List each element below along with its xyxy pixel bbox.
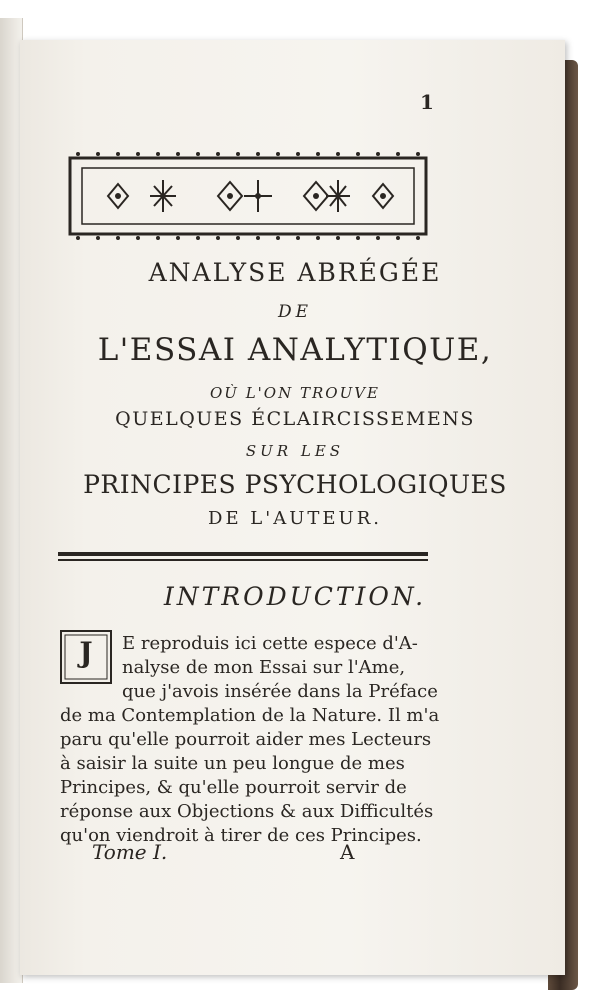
drop-cap: J bbox=[79, 636, 93, 669]
body-line: nalyse de mon Essai sur l'Ame, bbox=[122, 657, 406, 678]
body-line: paru qu'elle pourroit aider mes Lecteurs bbox=[60, 729, 432, 750]
title-line-7: PRINCIPES PSYCHOLOGIQUES bbox=[83, 470, 507, 499]
body-line: à saisir la suite un peu longue de mes bbox=[60, 753, 405, 774]
decorative-rule bbox=[58, 550, 428, 564]
body-line: qu'on viendroit à tirer de ces Principes. bbox=[60, 825, 422, 846]
title-line-4: OÙ L'ON TROUVE bbox=[209, 384, 380, 402]
title-line-8: DE L'AUTEUR. bbox=[208, 508, 382, 529]
page-number: 1 bbox=[420, 90, 434, 114]
title-line-6: SUR LES bbox=[245, 442, 345, 460]
body-line: E reproduis ici cette espece d'A- bbox=[122, 633, 418, 654]
decorative-headpiece bbox=[68, 150, 428, 242]
title-line-2: DE bbox=[277, 302, 313, 322]
body-line: de ma Contemplation de la Nature. Il m'a bbox=[60, 705, 440, 726]
volume-signature: Tome I. bbox=[92, 840, 168, 864]
title-line-1: ANALYSE ABRÉGÉE bbox=[148, 258, 442, 287]
gathering-signature: A bbox=[340, 840, 355, 864]
body-line: Principes, & qu'elle pourroit servir de bbox=[60, 777, 407, 798]
body-line: réponse aux Objections & aux Difficultés bbox=[60, 801, 434, 822]
body-line: que j'avois insérée dans la Préface bbox=[122, 681, 438, 702]
section-heading: INTRODUCTION. bbox=[163, 582, 427, 611]
title-line-5: QUELQUES ÉCLAIRCISSEMENS bbox=[115, 408, 475, 430]
title-line-3: L'ESSAI ANALYTIQUE, bbox=[97, 332, 493, 368]
